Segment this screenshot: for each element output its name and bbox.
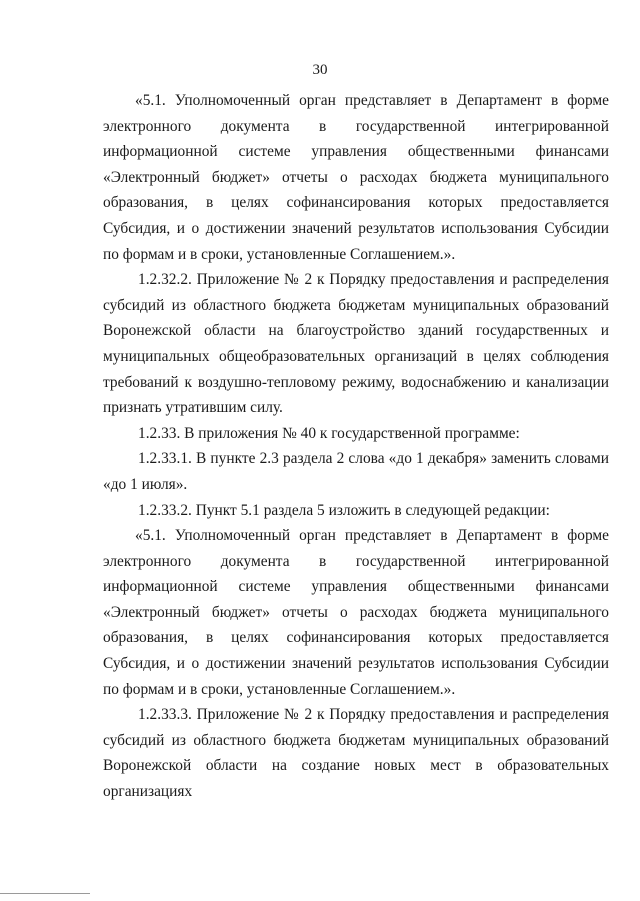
paragraph-1-2-33: 1.2.33. В приложения № 40 к государственной программе:	[138, 424, 520, 442]
paragraph-1-2-33-2: 1.2.33.2. Пункт 5.1 раздела 5 изложить в следующей редакции:	[138, 501, 550, 519]
bottom-scan-rule	[0, 893, 90, 894]
paragraph-quoted-clause-5-1-repeat: «5.1. Уполномоченный орган представляет в Департамент в форме электронного документа в государственной интегрированной информационной системе управления общественными финансами «Электронный бюджет» отчеты о расходах бюджета муниципального образования, в целях софинансирования которых предоставляется Субсидия, и о достижении значений результатов использования Субсидии по формам и в сроки, установленные Соглашением.».	[103, 527, 609, 698]
page-number: 30	[312, 62, 328, 78]
paragraph-1-2-33-1: 1.2.33.1. В пункте 2.3 раздела 2 слова «до 1 декабря» заменить словами «до 1 июля».	[103, 450, 609, 493]
paragraph-quoted-clause-5-1: «5.1. Уполномоченный орган представляет в Департамент в форме электронного документа в государственной интегрированной информационной системе управления общественными финансами «Электронный бюджет» отчеты о расходах бюджета муниципального образования, в целях софинансирования которых предоставляется Субсидия, и о достижении значений результатов использования Субсидии по формам и в сроки, установленные Соглашением.».	[103, 92, 609, 263]
paragraph-1-2-33-3: 1.2.33.3. Приложение № 2 к Порядку предоставления и распределения субсидий из областного бюджета бюджетам муниципальных образований Воронежской области на создание новых мест в образовательных организациях	[103, 706, 609, 801]
paragraph-1-2-32-2: 1.2.32.2. Приложение № 2 к Порядку предоставления и распределения субсидий из областного бюджета бюджетам муниципальных образований Воронежской области на благоустройство зданий государственных и муниципальных общеобразовательных организаций в целях соблюдения требований к воздушно-тепловому режиму, водоснабжению и канализации признать утратившим силу.	[103, 271, 609, 417]
document-body	[103, 88, 609, 805]
